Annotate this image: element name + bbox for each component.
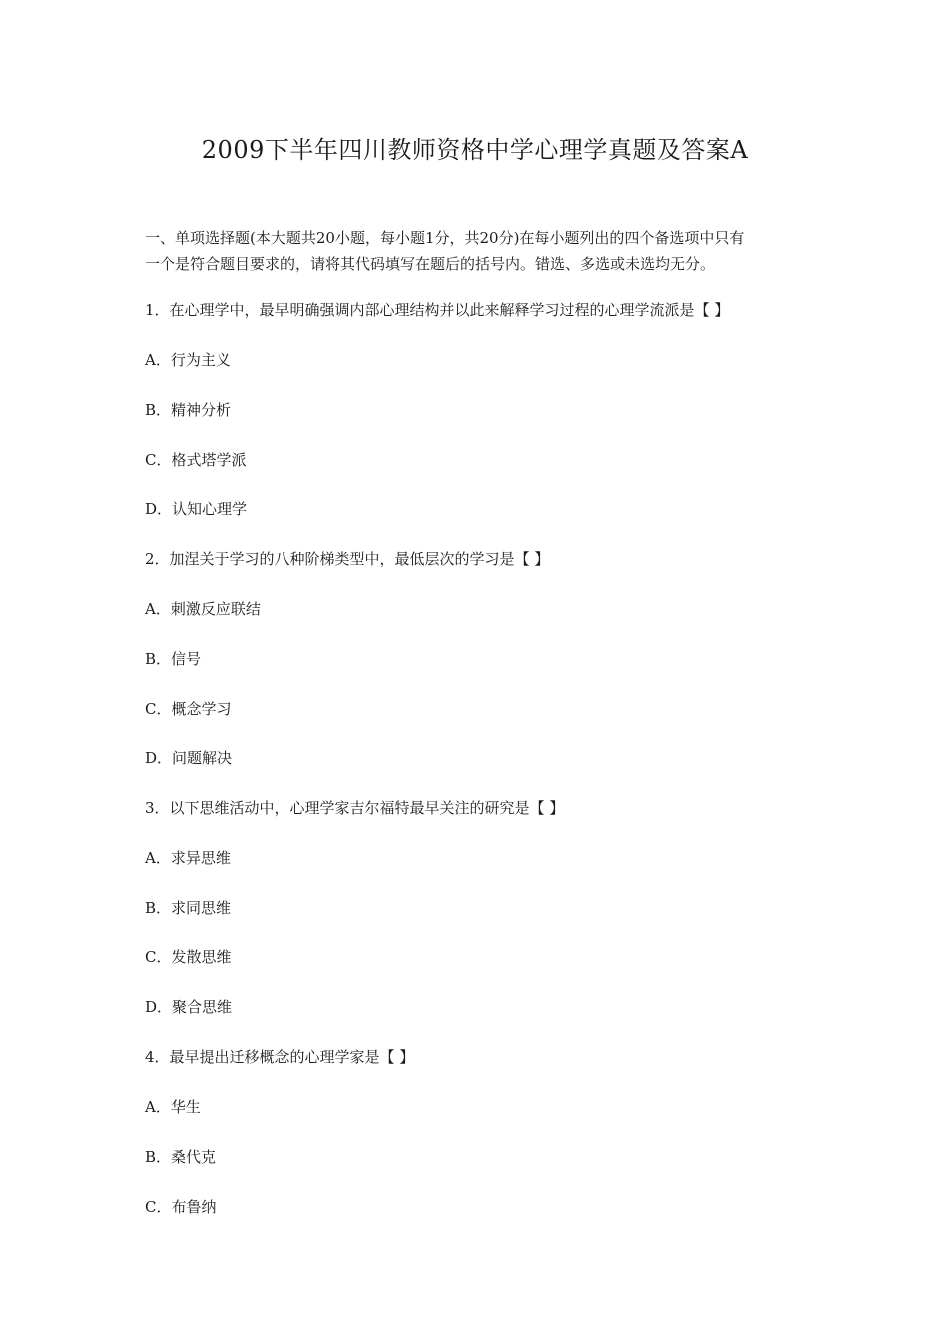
question-option: C．发散思维: [145, 948, 232, 966]
section-intro-line: 一、单项选择题(本大题共20小题，每小题1分，共20分)在每小题列出的四个备选项中只有: [145, 229, 745, 247]
section-intro-line: 一个是符合题目要求的，请将其代码填写在题后的括号内。错选、多选或未选均无分。: [145, 255, 716, 273]
question-option: A．行为主义: [145, 351, 231, 369]
question-option: B．信号: [145, 650, 202, 668]
question-option: A．刺激反应联结: [145, 600, 261, 618]
question-option: A．求异思维: [145, 849, 231, 867]
document-title: 2009下半年四川教师资格中学心理学真题及答案A: [201, 136, 749, 164]
question-stem: 2．加涅关于学习的八种阶梯类型中，最低层次的学习是【 】: [145, 550, 550, 568]
question-option: D．问题解决: [145, 749, 233, 767]
question-option: C．概念学习: [145, 700, 232, 718]
question-option: D．聚合思维: [145, 998, 233, 1016]
question-option: B．求同思维: [145, 899, 232, 917]
question-stem: 1．在心理学中，最早明确强调内部心理结构并以此来解释学习过程的心理学流派是【 】: [145, 301, 730, 319]
question-option: C．格式塔学派: [145, 451, 247, 469]
question-option: A．华生: [145, 1098, 201, 1116]
question-stem: 4．最早提出迁移概念的心理学家是【 】: [145, 1048, 415, 1066]
question-option: C．布鲁纳: [145, 1198, 217, 1216]
question-stem: 3．以下思维活动中，心理学家吉尔福特最早关注的研究是【 】: [145, 799, 565, 817]
question-option: B．桑代克: [145, 1148, 217, 1166]
question-option: D．认知心理学: [145, 500, 248, 518]
question-option: B．精神分析: [145, 401, 232, 419]
section-intro: [145, 225, 825, 277]
